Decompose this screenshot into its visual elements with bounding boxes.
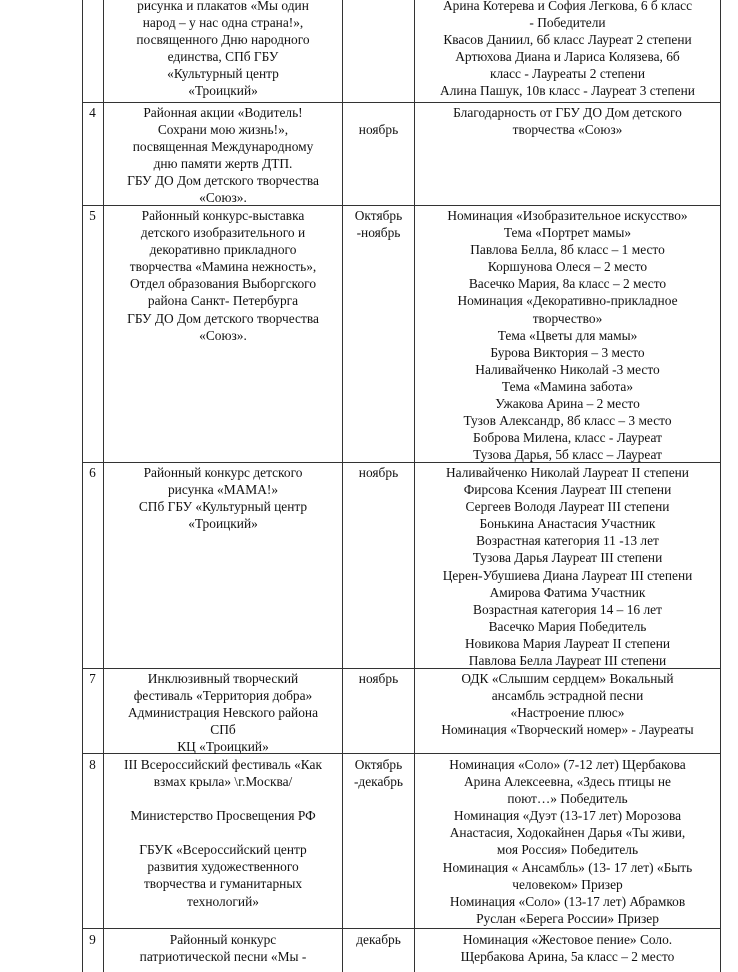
result-line: Номинация «Декоративно-прикладное: [457, 293, 678, 309]
row-5-number: 5: [89, 208, 96, 223]
event-line: «Троицкий»: [188, 83, 258, 99]
result-line: Амирова Фатима Участник: [489, 584, 646, 600]
result-line: ансамбль эстрадной песни: [491, 688, 644, 704]
result-line: творчество»: [532, 310, 603, 326]
event-line: Районный конкурс-выставка: [141, 208, 305, 223]
row-7-number: 7: [89, 671, 96, 686]
result-line: Павлова Белла Лауреат III степени: [468, 653, 667, 669]
event-line: развития художественного: [147, 859, 299, 875]
result-line: моя Россия» Победитель: [496, 842, 639, 858]
result-line: - Победители: [529, 15, 606, 31]
event-line: III Всероссийский фестиваль «Как: [124, 757, 322, 772]
result-line: Наливайченко Николай Лауреат II степени: [446, 465, 689, 480]
result-line: Возрастная категория 14 – 16 лет: [473, 601, 662, 617]
column-divider: [342, 0, 343, 972]
event-line: дню памяти жертв ДТП.: [153, 156, 293, 172]
result-line: Номинация «Соло» (7-12 лет) Щербакова: [449, 757, 686, 772]
result-line: «Настроение плюс»: [510, 705, 625, 721]
result-line: Алина Пашук, 10в класс - Лауреат 3 степени: [440, 83, 695, 99]
row-6-results-cell: [415, 464, 720, 669]
date-line: ноябрь: [358, 465, 399, 480]
row-4-number: 4: [89, 105, 96, 120]
event-line: творчества «Мамина нежность»,: [129, 259, 317, 275]
event-line: «Союз».: [199, 190, 247, 206]
event-line: Сохрани мою жизнь!»,: [157, 122, 289, 138]
event-line: КЦ «Троицкий»: [177, 739, 269, 755]
result-line: Наливайченко Николай -3 место: [475, 361, 660, 377]
row-8-date-cell: [343, 756, 414, 790]
event-line: Инклюзивный творческий: [147, 671, 299, 686]
row-9-date-cell: [343, 931, 414, 948]
result-line: человеком» Призер: [512, 876, 623, 892]
event-line: взмах крыла» \г.Москва/: [153, 774, 293, 790]
row-7-event-cell: [104, 670, 342, 755]
event-line: ГБУ ДО Дом детского творчества: [127, 310, 319, 326]
row-5-results-cell: [415, 207, 720, 463]
row-3-event-cell: [104, 0, 342, 100]
event-line: декоративно прикладного: [149, 242, 297, 258]
event-line: народ – у нас одна страна!»,: [142, 15, 304, 31]
date-line: Октябрь: [354, 757, 403, 772]
event-line: посвященного Дню народного: [136, 32, 310, 48]
result-line: Ужакова Арина – 2 место: [495, 396, 640, 412]
row-8-event-cell: [104, 756, 342, 910]
result-line: Щербакова Арина, 5а класс – 2 место: [460, 949, 675, 965]
result-line: Руслан «Берега России» Призер: [476, 910, 659, 926]
result-line: класс - Лауреаты 2 степени: [489, 66, 646, 82]
event-line: Администрация Невского района: [127, 705, 319, 721]
result-line: Анастасия, Ходокайнен Дарья «Ты живи,: [449, 825, 686, 841]
result-line: Бонькина Анастасия Участник: [479, 516, 656, 532]
row-6-date-cell: [343, 464, 414, 481]
result-line: Бурова Виктория – 3 место: [490, 344, 645, 360]
row-9-results-cell: [415, 931, 720, 965]
row-6-number: 6: [89, 465, 96, 480]
result-line: Коршунова Олеся – 2 место: [487, 259, 648, 275]
row-8-results-cell: [415, 756, 720, 927]
event-line: СПб ГБУ «Культурный центр: [138, 499, 308, 515]
row-divider: [82, 102, 720, 103]
event-line: ГБУ ДО Дом детского творчества: [127, 173, 319, 189]
result-line: Номинация «Дуэт (13-17 лет) Морозова: [453, 808, 682, 824]
result-line: Боброва Милена, класс - Лауреат: [473, 430, 662, 446]
event-line: Районный конкурс: [169, 932, 277, 947]
result-line: ОДК «Слышим сердцем» Вокальный: [461, 671, 674, 686]
event-line: рисунка «МАМА!»: [167, 482, 279, 498]
result-line: Сергеев Володя Лауреат III степени: [465, 499, 670, 515]
result-line: творчества «Союз»: [512, 122, 623, 138]
result-line: Тема «Мамина забота»: [501, 378, 634, 394]
event-line: рисунка и плакатов «Мы один: [137, 0, 309, 13]
event-line: технологий»: [187, 893, 259, 909]
result-line: Номинация « Ансамбль» (13- 17 лет) «Быть: [442, 859, 693, 875]
result-line: Арина Алексеевна, «Здесь птицы не: [464, 774, 671, 790]
event-line: посвященная Международному: [132, 139, 314, 155]
result-line: Тузова Дарья Лауреат III степени: [472, 550, 663, 566]
result-line: Квасов Даниил, 6б класс Лауреат 2 степени: [443, 32, 692, 48]
row-5-date-cell: [343, 207, 414, 241]
date-line: декабрь: [356, 932, 401, 947]
row-divider: [82, 928, 720, 929]
event-line: Районная акции «Водитель!: [143, 105, 303, 120]
event-line: ГБУК «Всероссийский центр: [139, 842, 307, 858]
row-9-number: 9: [89, 932, 96, 947]
result-line: Арина Котерева и София Легкова, 6 б класс: [442, 0, 693, 13]
event-line: Районный конкурс детского: [143, 465, 303, 480]
event-line: фестиваль «Территория добра»: [133, 688, 313, 704]
event-line: Отдел образования Выборгского: [129, 276, 317, 292]
event-line: «Троицкий»: [188, 516, 258, 532]
result-line: Благодарность от ГБУ ДО Дом детского: [453, 105, 682, 120]
result-line: Павлова Белла, 8б класс – 1 место: [470, 242, 665, 258]
result-line: поют…» Победитель: [507, 791, 628, 807]
column-divider: [82, 0, 83, 972]
event-line: единства, СПб ГБУ: [167, 49, 279, 65]
event-line: СПб: [210, 722, 236, 738]
result-line: Номинация «Творческий номер» - Лауреаты: [441, 722, 694, 738]
result-line: Новикова Мария Лауреат II степени: [464, 635, 671, 651]
event-line: Министерство Просвещения РФ: [130, 808, 316, 824]
date-line: ноябрь: [358, 122, 399, 137]
event-line: творчества и гуманитарных: [143, 876, 303, 892]
date-line: -декабрь: [353, 774, 404, 790]
result-line: Номинация «Жестовое пение» Соло.: [462, 932, 673, 947]
result-line: Васечко Мария, 8а класс – 2 место: [468, 276, 667, 292]
result-line: Васечко Мария Победитель: [488, 618, 647, 634]
result-line: Тема «Цветы для мамы»: [497, 327, 638, 343]
event-line: детского изобразительного и: [140, 225, 306, 241]
result-line: Артюхова Диана и Лариса Колязева, 6б: [455, 49, 680, 65]
row-9-event-cell: [104, 931, 342, 965]
row-4-date-cell: [343, 121, 414, 138]
row-3-results-cell: [415, 0, 720, 100]
result-line: Номинация «Соло» (13-17 лет) Абрамков: [449, 893, 686, 909]
result-line: Тема «Портрет мамы»: [503, 225, 632, 241]
event-line: района Санкт- Петербурга: [147, 293, 299, 309]
row-7-results-cell: [415, 670, 720, 738]
date-line: ноябрь: [358, 671, 399, 686]
event-line: «Культурный центр: [167, 66, 279, 82]
result-line: Фирсова Ксения Лауреат III степени: [463, 482, 672, 498]
result-line: Тузов Александр, 8б класс – 3 место: [463, 413, 672, 429]
result-line: Возрастная категория 11 -13 лет: [476, 533, 659, 549]
result-line: Номинация «Изобразительное искусство»: [447, 208, 688, 223]
result-line: Церен-Убушиева Диана Лауреат III степени: [442, 567, 693, 583]
result-line: Тузова Дарья, 5б класс – Лауреат: [473, 447, 662, 463]
row-8-number: 8: [89, 757, 96, 772]
row-4-results-cell: [415, 104, 720, 138]
event-line: патриотической песни «Мы -: [139, 949, 307, 965]
row-4-event-cell: [104, 104, 342, 207]
row-7-date-cell: [343, 670, 414, 687]
column-divider: [720, 0, 721, 972]
event-line: «Союз».: [199, 327, 247, 343]
row-6-event-cell: [104, 464, 342, 532]
row-5-event-cell: [104, 207, 342, 344]
date-line: Октябрь: [354, 208, 403, 223]
date-line: -ноябрь: [356, 225, 401, 241]
